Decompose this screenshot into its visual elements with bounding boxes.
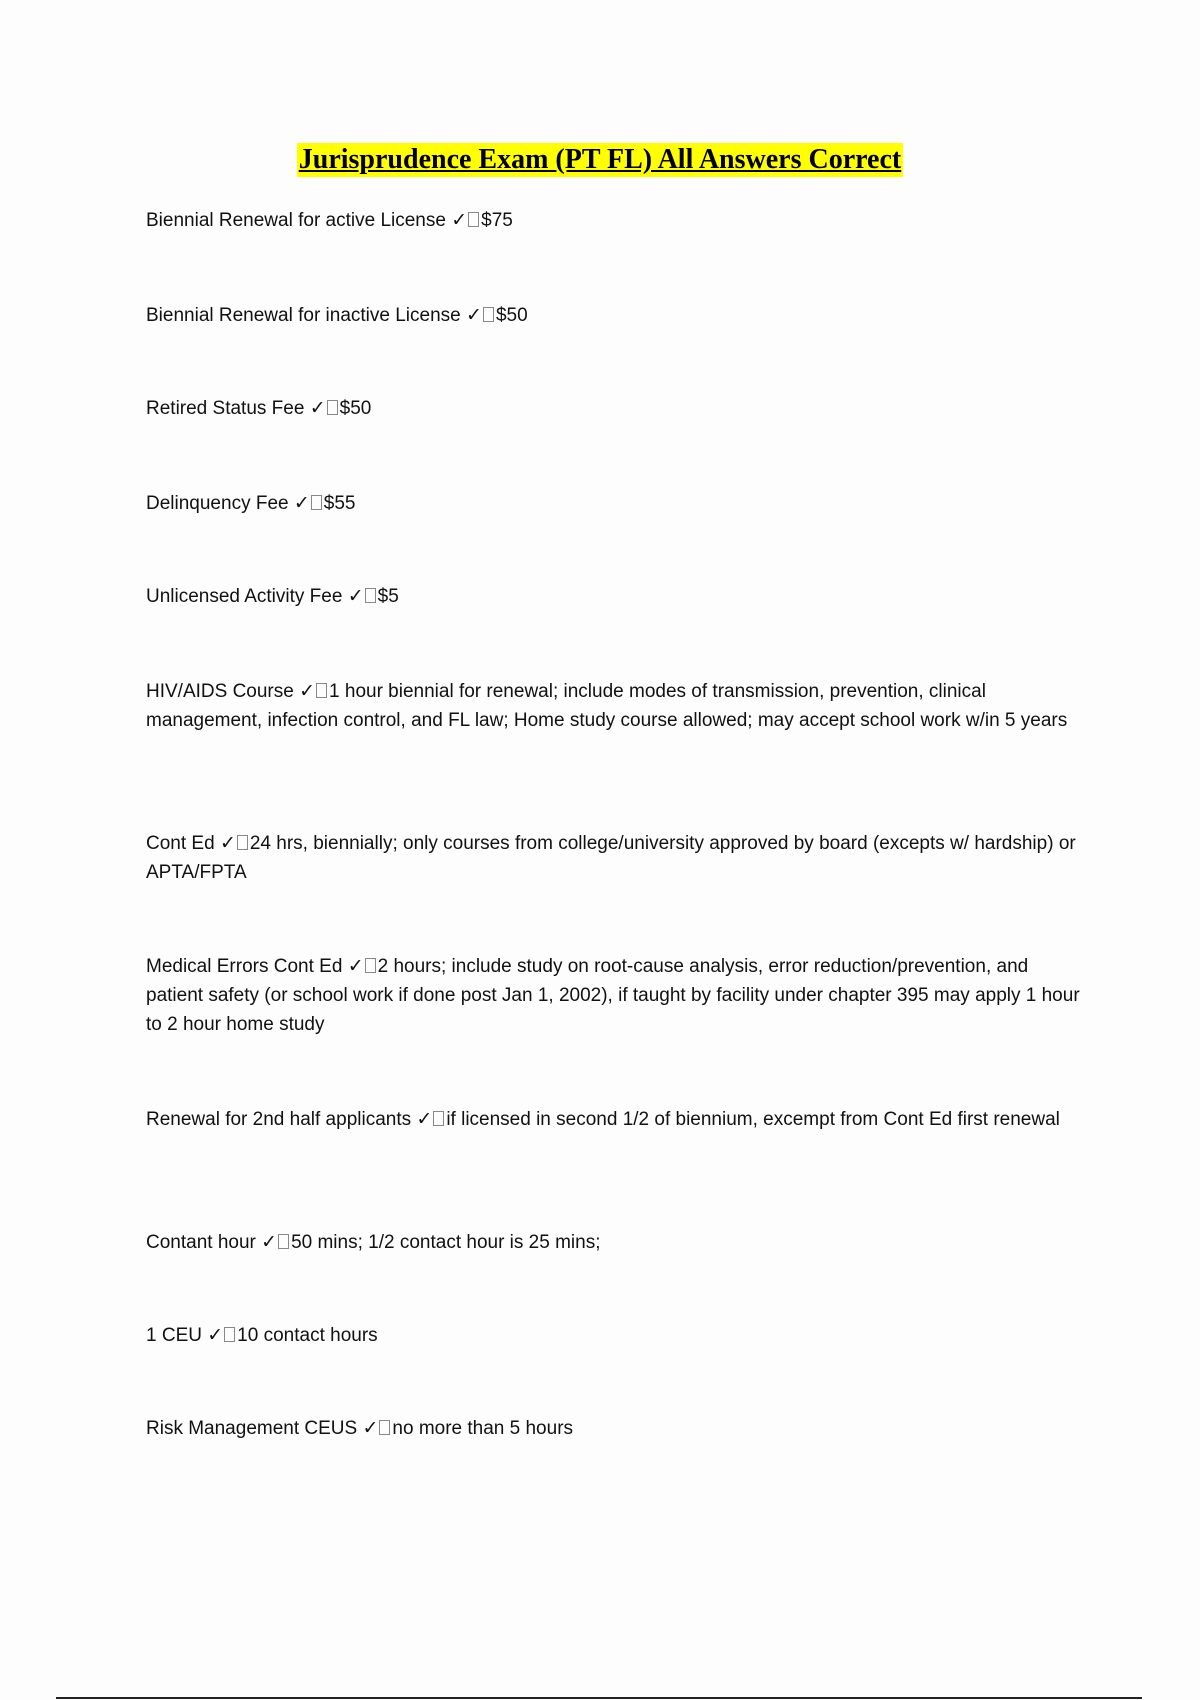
checkmark-icon: ✓	[416, 1108, 433, 1130]
title-container	[0, 143, 1200, 177]
empty-box-icon	[468, 212, 479, 227]
qa-item	[146, 206, 1086, 235]
checkmark-icon: ✓	[347, 585, 364, 607]
question-text: Contant hour	[146, 1232, 256, 1253]
qa-item	[146, 489, 1086, 518]
answer-text: if licensed in second 1/2 of biennium, excempt from Cont Ed first renewal	[446, 1109, 1060, 1130]
qa-item	[146, 582, 1086, 611]
checkmark-icon: ✓	[207, 1324, 224, 1346]
qa-item	[146, 952, 1086, 1039]
question-text: Cont Ed	[146, 833, 215, 854]
qa-item	[146, 1105, 1086, 1134]
empty-box-icon	[278, 1234, 289, 1249]
question-text: Biennial Renewal for inactive License	[146, 305, 461, 326]
empty-box-icon	[365, 588, 376, 603]
question-text: Unlicensed Activity Fee	[146, 586, 343, 607]
empty-box-icon	[224, 1327, 235, 1342]
empty-box-icon	[365, 958, 376, 973]
question-text: 1 CEU	[146, 1325, 202, 1346]
qa-item	[146, 1228, 1086, 1257]
qa-item	[146, 1414, 1086, 1443]
question-text: Risk Management CEUS	[146, 1418, 358, 1439]
qa-item	[146, 301, 1086, 330]
document-title: Jurisprudence Exam (PT FL) All Answers Correct	[298, 144, 902, 175]
answer-text: 10 contact hours	[237, 1325, 378, 1346]
answer-text: $5	[377, 586, 399, 607]
question-text: Retired Status Fee	[146, 398, 305, 419]
answer-text: 2 hours; include study on root-cause analysis, error reduction/prevention, and patient safety (or school work if done post Jan 1, 2002), if taught by facility under chapter 395 may apply 1 hour to 2 hour home study	[146, 956, 1080, 1035]
checkmark-icon: ✓	[347, 955, 364, 977]
footer-divider	[56, 1697, 1142, 1699]
checkmark-icon: ✓	[299, 680, 316, 702]
checkmark-icon: ✓	[309, 397, 326, 419]
qa-item	[146, 394, 1086, 423]
question-text: Renewal for 2nd half applicants	[146, 1109, 412, 1130]
empty-box-icon	[237, 835, 248, 850]
answer-text: $50	[339, 398, 372, 419]
empty-box-icon	[379, 1420, 390, 1435]
checkmark-icon: ✓	[466, 304, 482, 326]
empty-box-icon	[483, 307, 494, 322]
answer-text: $55	[323, 493, 356, 514]
empty-box-icon	[327, 400, 338, 415]
checkmark-icon: ✓	[362, 1417, 379, 1439]
qa-item	[146, 829, 1086, 887]
answer-text: 24 hrs, biennially; only courses from college/university approved by board (excepts w/ hardship) or APTA/FPTA	[146, 833, 1076, 883]
answer-text: no more than 5 hours	[392, 1418, 574, 1439]
question-text: HIV/AIDS Course	[146, 681, 294, 702]
qa-item	[146, 677, 1086, 735]
answer-text: $50	[495, 305, 528, 326]
question-text: Medical Errors Cont Ed	[146, 956, 343, 977]
empty-box-icon	[433, 1111, 444, 1126]
checkmark-icon: ✓	[451, 209, 468, 231]
checkmark-icon: ✓	[261, 1231, 278, 1253]
checkmark-icon: ✓	[219, 832, 236, 854]
qa-item	[146, 1321, 1086, 1350]
answer-text: 50 mins; 1/2 contact hour is 25 mins;	[291, 1232, 601, 1253]
question-text: Biennial Renewal for active License	[146, 210, 446, 231]
empty-box-icon	[316, 683, 327, 698]
empty-box-icon	[311, 495, 322, 510]
checkmark-icon: ✓	[293, 492, 310, 514]
question-text: Delinquency Fee	[146, 493, 289, 514]
answer-text: $75	[481, 210, 513, 231]
answer-text: 1 hour biennial for renewal; include modes of transmission, prevention, clinical management, infection control, and FL law; Home study course allowed; may accept school work w/in 5 years	[146, 681, 1068, 731]
